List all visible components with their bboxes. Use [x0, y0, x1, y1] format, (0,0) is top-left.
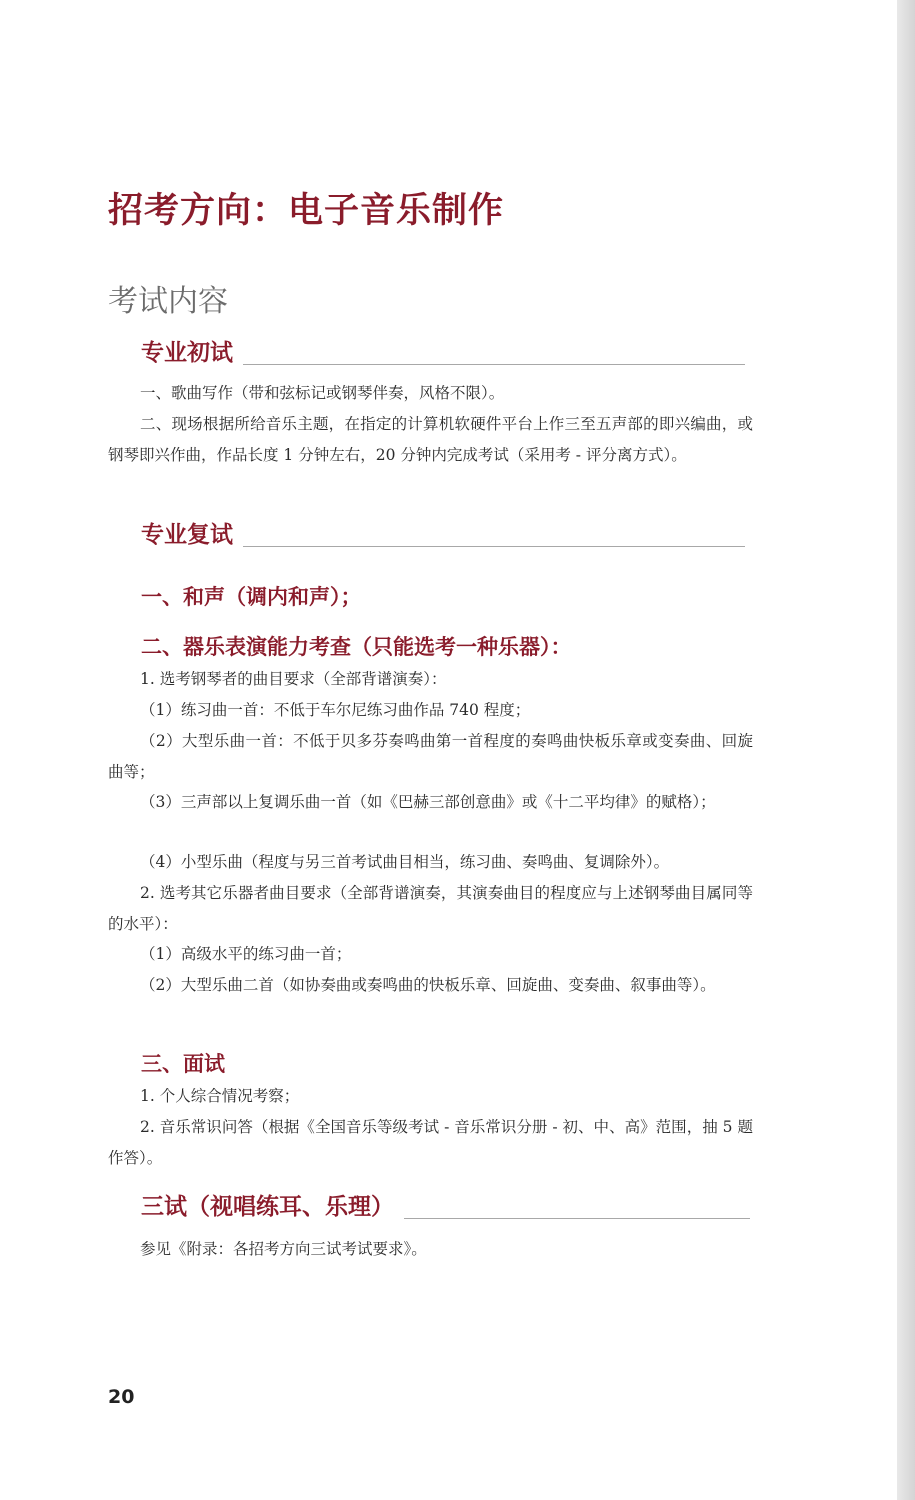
interview-paragraph-1: 1. 个人综合情况考察；	[140, 1087, 300, 1105]
section-title-third: 三试（视唱练耳、乐理）	[141, 1194, 394, 1220]
initial-paragraph-1: 一、歌曲写作（带和弦标记或钢琴伴奏，风格不限）。	[140, 384, 505, 402]
page-edge-shadow	[897, 0, 915, 1500]
exam-content-heading: 考试内容	[108, 284, 228, 319]
instrument-paragraph-1: 1. 选考钢琴者的曲目要求（全部背谱演奏）：	[140, 670, 447, 688]
instrument-paragraph-7: （1）高级水平的练习曲一首；	[140, 945, 352, 963]
interview-heading: 三、面试	[141, 1052, 225, 1076]
section-rule	[404, 1218, 750, 1219]
instrument-heading: 二、器乐表演能力考查（只能选考一种乐器）：	[141, 635, 572, 659]
section-third-exam	[141, 1192, 750, 1222]
instrument-paragraph-2: （1）练习曲一首：不低于车尔尼练习曲作品 740 程度；	[140, 701, 531, 719]
interview-paragraph-2: 2. 音乐常识问答（根据《全国音乐等级考试 - 音乐常识分册 - 初、中、高》范围，抽 5 题作答）。	[108, 1118, 753, 1167]
section-retest	[141, 520, 745, 550]
harmony-heading: 一、和声（调内和声）；	[141, 585, 362, 609]
section-title-initial: 专业初试	[141, 340, 233, 366]
section-initial-exam	[141, 338, 745, 368]
initial-paragraph-2: 二、现场根据所给音乐主题，在指定的计算机软硬件平台上作三至五声部的即兴编曲，或钢琴即兴作曲，作品长度 1 分钟左右，20 分钟内完成考试（采用考 - 评分离方式）。	[108, 415, 753, 464]
instrument-paragraph-6: 2. 选考其它乐器者曲目要求（全部背谱演奏，其演奏曲目的程度应与上述钢琴曲目属同等的水平）：	[108, 884, 753, 933]
instrument-paragraph-4: （3）三声部以上复调乐曲一首（如《巴赫三部创意曲》或《十二平均律》的赋格）；	[140, 793, 716, 811]
page-number: 20	[108, 1386, 135, 1408]
section-rule	[243, 546, 745, 547]
instrument-paragraph-3: （2）大型乐曲一首：不低于贝多芬奏鸣曲第一首程度的奏鸣曲快板乐章或变奏曲、回旋曲等；	[108, 732, 753, 781]
instrument-paragraph-8: （2）大型乐曲二首（如协奏曲或奏鸣曲的快板乐章、回旋曲、变奏曲、叙事曲等）。	[140, 976, 716, 994]
page-title: 招考方向：电子音乐制作	[108, 191, 505, 231]
instrument-paragraph-5: （4）小型乐曲（程度与另三首考试曲目相当，练习曲、奏鸣曲、复调除外）。	[140, 853, 670, 871]
section-title-retest: 专业复试	[141, 522, 233, 548]
third-paragraph: 参见《附录：各招考方向三试考试要求》。	[140, 1240, 427, 1258]
section-rule	[243, 364, 745, 365]
